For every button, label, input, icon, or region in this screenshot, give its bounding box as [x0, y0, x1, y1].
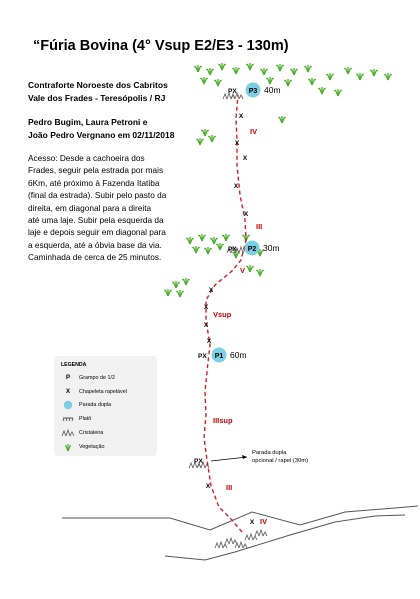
- vegetation-cluster: [246, 265, 263, 276]
- bolt-marker: X: [205, 483, 211, 490]
- bolt-marker: X: [249, 519, 255, 526]
- grade-label: IIIsup: [213, 416, 233, 425]
- legend-label: Grampo de 1/2: [79, 375, 115, 381]
- belay-id: P1: [214, 353, 224, 360]
- legend-item: [61, 428, 156, 438]
- legend-label: Vegetação: [79, 444, 105, 450]
- first-ascent-line: Pedro Bugim, Laura Petroni e: [28, 117, 148, 127]
- belay-id: P3: [248, 88, 258, 95]
- belay-length: 30m: [263, 243, 280, 253]
- optional-belay-text: Parada dupla: [252, 450, 287, 456]
- legend-title: LEGENDA: [61, 362, 87, 368]
- vegetation-cluster: [194, 63, 391, 96]
- hanger-symbol: X: [65, 389, 70, 395]
- grade-label: Vsup: [213, 310, 232, 319]
- bolt-marker: X: [206, 338, 212, 345]
- bolt-marker: X: [203, 322, 209, 329]
- legend-item: [61, 387, 156, 397]
- bolt-markers: [203, 113, 258, 526]
- access-line: Frades, seguir pela estrada por mais: [28, 165, 164, 176]
- belay-station-p1: [198, 348, 247, 363]
- arrow-line: [211, 457, 247, 461]
- legend-item: [61, 414, 156, 424]
- first-ascent-line: João Pedro Vergnano em 02/11/2018: [28, 129, 175, 140]
- grade-label: V: [240, 266, 246, 275]
- access-line: a esquerda, até a óbvia base da via.: [28, 239, 162, 250]
- legend-label: Cristaleira: [79, 430, 104, 436]
- access-line: direita, em diagonal para a direita: [28, 202, 152, 213]
- vegetation-cluster: [164, 278, 189, 297]
- grade-label: IV: [260, 517, 268, 526]
- arrow-head-icon: [242, 455, 247, 459]
- bolt-marker: X: [203, 304, 209, 311]
- bolt-marker: X: [234, 140, 240, 147]
- grade-label: IV: [250, 127, 258, 136]
- belay-px-label: PX: [228, 246, 237, 253]
- bolt-marker: X: [233, 183, 239, 190]
- legend-item: [61, 442, 156, 452]
- vegetation-cluster: [196, 129, 215, 145]
- belay-px-label: PX: [228, 88, 237, 95]
- grade-label: III: [226, 483, 233, 492]
- legend-label: Chapeleta rapelável: [79, 389, 127, 395]
- belay-circle-icon: [61, 400, 75, 410]
- bolt-marker: X: [242, 155, 248, 162]
- optional-belay: [194, 450, 308, 465]
- grade-labels: [213, 127, 267, 526]
- legend-label: Parada dupla: [79, 402, 112, 408]
- access-line: Acesso: Desde a cachoeira dos: [28, 153, 145, 163]
- legend-item: [61, 373, 156, 383]
- legend: [54, 356, 157, 456]
- access-line: 6Km, até próximo à Fazenda Itatiba: [28, 177, 160, 188]
- vegetation-icon: [61, 442, 75, 452]
- belay-length: 40m: [264, 85, 281, 95]
- access-line: Caminhada de cerca de 25 minutos.: [28, 252, 162, 263]
- bolt-symbol: P: [65, 375, 70, 381]
- crystal-ledge: [215, 530, 267, 548]
- vegetation-cluster: [278, 116, 285, 123]
- belay-length: 60m: [230, 350, 247, 360]
- access-line: até uma laje. Subir pela esquerda da: [28, 215, 164, 226]
- access-line: (final da estrada). Subir pelo pasto da: [28, 190, 167, 201]
- location-line: Contraforte Noroeste dos Cabritos: [28, 80, 168, 90]
- crystal-icon: [61, 428, 75, 438]
- legend-label: Platô: [79, 416, 92, 422]
- optional-belay-px: PX: [194, 458, 203, 465]
- access-line: laje e depois seguir em diagonal para: [28, 227, 166, 238]
- route-title: “Fúria Bovina (4° Vsup E2/E3 - 130m): [33, 38, 289, 54]
- ledge-icon: [61, 414, 75, 424]
- grade-label: III: [256, 222, 263, 231]
- location-line: Vale dos Frades - Teresópolis / RJ: [28, 92, 166, 103]
- belay-id: P2: [247, 246, 257, 253]
- legend-item: [61, 400, 156, 410]
- bolt-marker: X: [208, 287, 214, 294]
- bolt-marker: X: [243, 211, 249, 218]
- bolt-marker: X: [238, 113, 244, 120]
- optional-belay-text: opcional / rapel (30m): [252, 458, 309, 464]
- belay-px-label: PX: [198, 353, 207, 360]
- valley-profile: [165, 515, 405, 560]
